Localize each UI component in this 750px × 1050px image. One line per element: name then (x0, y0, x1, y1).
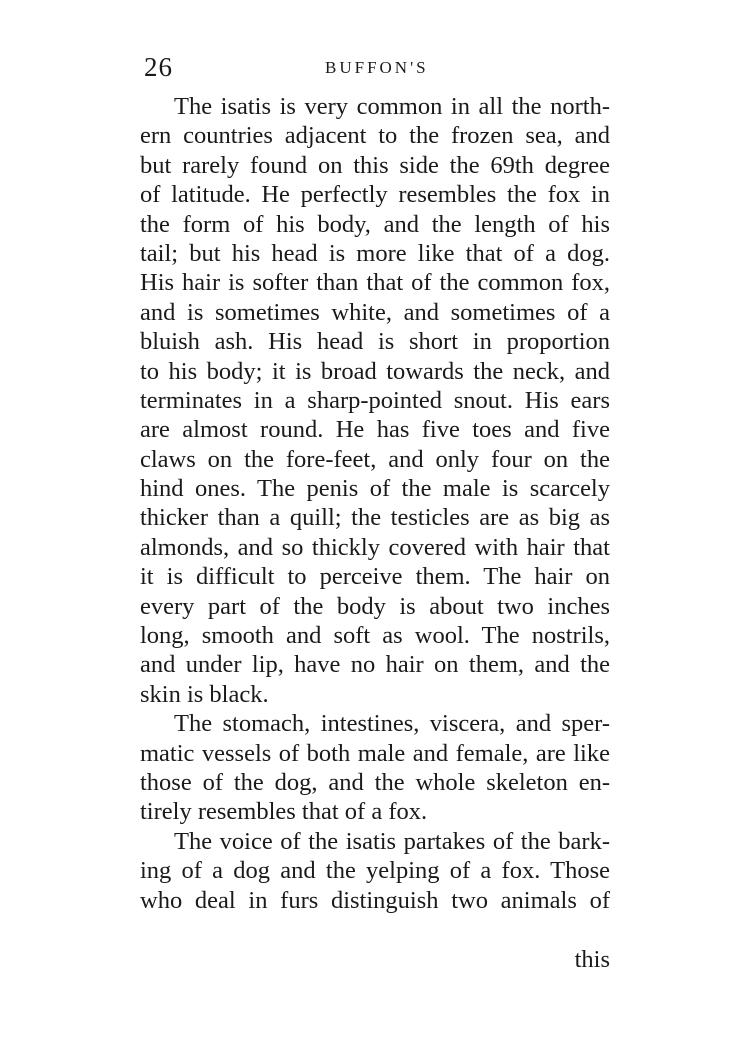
text-line: thicker than a quill; the testicles are as big as (140, 504, 610, 532)
text-line: are almost round. He has five toes and five (140, 416, 610, 444)
text-line: claws on the fore-feet, and only four on the (140, 445, 610, 473)
text-line: of latitude. He perfectly resembles the fox in (140, 181, 610, 209)
text-line: the form of his body, and the length of his (140, 210, 610, 238)
text-line: ern countries adjacent to the frozen sea, and (140, 122, 610, 150)
body-text (140, 92, 610, 915)
text-line: terminates in a sharp-pointed snout. His ears (140, 386, 610, 414)
text-line: and is sometimes white, and sometimes of a (140, 298, 610, 326)
text-line: skin is black. (140, 680, 269, 708)
text-line: bluish ash. His head is short in proportion (140, 328, 610, 356)
text-line: it is difficult to perceive them. The hair on (140, 563, 610, 591)
text-line: The isatis is very common in all the north- (174, 93, 610, 120)
text-line: The voice of the isatis partakes of the bark- (174, 827, 610, 855)
text-line: those of the dog, and the whole skeleton en- (140, 768, 610, 796)
text-line: but rarely found on this side the 69th degree (140, 151, 610, 179)
text-line: His hair is softer than that of the common fox, (140, 269, 610, 297)
text-line: matic vessels of both male and female, are like (140, 739, 610, 767)
page-header (140, 52, 610, 88)
text-line: almonds, and so thickly covered with hair that (140, 533, 610, 561)
text-line: to his body; it is broad towards the neck, and (140, 357, 610, 385)
text-line: who deal in furs distinguish two animals of (140, 886, 610, 914)
text-line: every part of the body is about two inches (140, 592, 610, 620)
text-line: long, smooth and soft as wool. The nostrils, (140, 622, 610, 650)
text-line: The stomach, intestines, viscera, and sper- (174, 710, 610, 738)
text-line: ing of a dog and the yelping of a fox. Those (140, 857, 610, 885)
running-head: BUFFON'S (325, 58, 429, 77)
text-line: and under lip, have no hair on them, and the (140, 651, 610, 679)
text-line: tirely resembles that of a fox. (140, 798, 428, 826)
page-number: 26 (144, 52, 173, 82)
catchword: this (574, 946, 610, 973)
text-line: hind ones. The penis of the male is scarcely (140, 475, 610, 503)
text-line: tail; but his head is more like that of a dog. (140, 239, 610, 267)
